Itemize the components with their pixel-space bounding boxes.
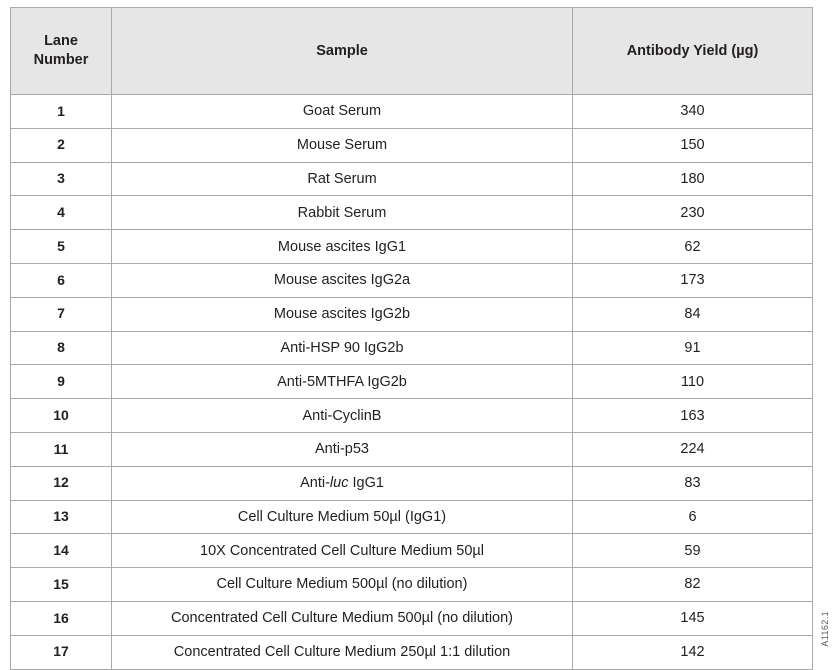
cell-sample: Cell Culture Medium 500µl (no dilution)	[112, 568, 573, 602]
cell-sample: Goat Serum	[112, 95, 573, 129]
cell-lane: 4	[11, 196, 112, 230]
cell-lane: 2	[11, 128, 112, 162]
cell-lane: 10	[11, 399, 112, 433]
table-row	[11, 331, 813, 365]
column-header-antibody-yield: Antibody Yield (µg)	[573, 8, 813, 95]
cell-yield: 180	[573, 162, 813, 196]
table-row	[11, 601, 813, 635]
document-page	[10, 7, 812, 661]
cell-lane: 17	[11, 635, 112, 669]
table-header-row	[11, 8, 813, 95]
cell-sample: Mouse ascites IgG2a	[112, 263, 573, 297]
sample-suffix: IgG1	[348, 475, 384, 492]
table-row	[11, 196, 813, 230]
cell-lane: 6	[11, 263, 112, 297]
cell-sample: Anti-HSP 90 IgG2b	[112, 331, 573, 365]
cell-yield: 163	[573, 399, 813, 433]
cell-sample: Cell Culture Medium 50µl (IgG1)	[112, 500, 573, 534]
cell-yield: 145	[573, 601, 813, 635]
cell-sample: Mouse ascites IgG2b	[112, 297, 573, 331]
cell-sample: Concentrated Cell Culture Medium 250µl 1:1 dilution	[112, 635, 573, 669]
cell-yield: 230	[573, 196, 813, 230]
cell-yield: 84	[573, 297, 813, 331]
table-row	[11, 432, 813, 466]
cell-sample: Rabbit Serum	[112, 196, 573, 230]
cell-yield: 173	[573, 263, 813, 297]
table-header	[11, 8, 813, 95]
cell-lane: 14	[11, 534, 112, 568]
table-row	[11, 635, 813, 669]
cell-sample: 10X Concentrated Cell Culture Medium 50µl	[112, 534, 573, 568]
figure-code-label: A1162.1	[820, 611, 830, 647]
table-row	[11, 95, 813, 129]
table-row	[11, 568, 813, 602]
table-row	[11, 466, 813, 500]
cell-lane: 8	[11, 331, 112, 365]
table-row	[11, 263, 813, 297]
cell-yield: 6	[573, 500, 813, 534]
cell-yield: 83	[573, 466, 813, 500]
cell-lane: 15	[11, 568, 112, 602]
sample-italic-gene: luc	[329, 475, 349, 492]
cell-lane: 16	[11, 601, 112, 635]
cell-yield: 82	[573, 568, 813, 602]
cell-lane: 13	[11, 500, 112, 534]
cell-lane: 11	[11, 432, 112, 466]
table-row	[11, 500, 813, 534]
cell-sample	[112, 466, 573, 500]
cell-sample: Anti-CyclinB	[112, 399, 573, 433]
table-row	[11, 230, 813, 264]
cell-lane: 5	[11, 230, 112, 264]
cell-lane: 3	[11, 162, 112, 196]
cell-yield: 150	[573, 128, 813, 162]
sample-prefix: Anti-	[300, 475, 330, 492]
table-row	[11, 365, 813, 399]
cell-yield: 224	[573, 432, 813, 466]
table-row	[11, 297, 813, 331]
cell-sample: Anti-5MTHFA IgG2b	[112, 365, 573, 399]
table-row	[11, 399, 813, 433]
cell-yield: 59	[573, 534, 813, 568]
table-row	[11, 162, 813, 196]
antibody-yield-table	[10, 7, 813, 670]
cell-yield: 91	[573, 331, 813, 365]
cell-lane: 12	[11, 466, 112, 500]
cell-lane: 1	[11, 95, 112, 129]
column-header-lane-number-line2: Number	[33, 52, 89, 68]
cell-sample: Concentrated Cell Culture Medium 500µl (no dilution)	[112, 601, 573, 635]
cell-lane: 9	[11, 365, 112, 399]
cell-lane: 7	[11, 297, 112, 331]
column-header-lane-number	[11, 8, 112, 95]
table-body	[11, 95, 813, 670]
cell-sample: Mouse ascites IgG1	[112, 230, 573, 264]
cell-sample: Mouse Serum	[112, 128, 573, 162]
cell-sample: Anti-p53	[112, 432, 573, 466]
cell-sample: Rat Serum	[112, 162, 573, 196]
table-row	[11, 128, 813, 162]
cell-yield: 62	[573, 230, 813, 264]
table-row	[11, 534, 813, 568]
column-header-sample: Sample	[112, 8, 573, 95]
cell-yield: 142	[573, 635, 813, 669]
column-header-lane-number-line1: Lane	[44, 33, 78, 50]
cell-yield: 340	[573, 95, 813, 129]
cell-yield: 110	[573, 365, 813, 399]
